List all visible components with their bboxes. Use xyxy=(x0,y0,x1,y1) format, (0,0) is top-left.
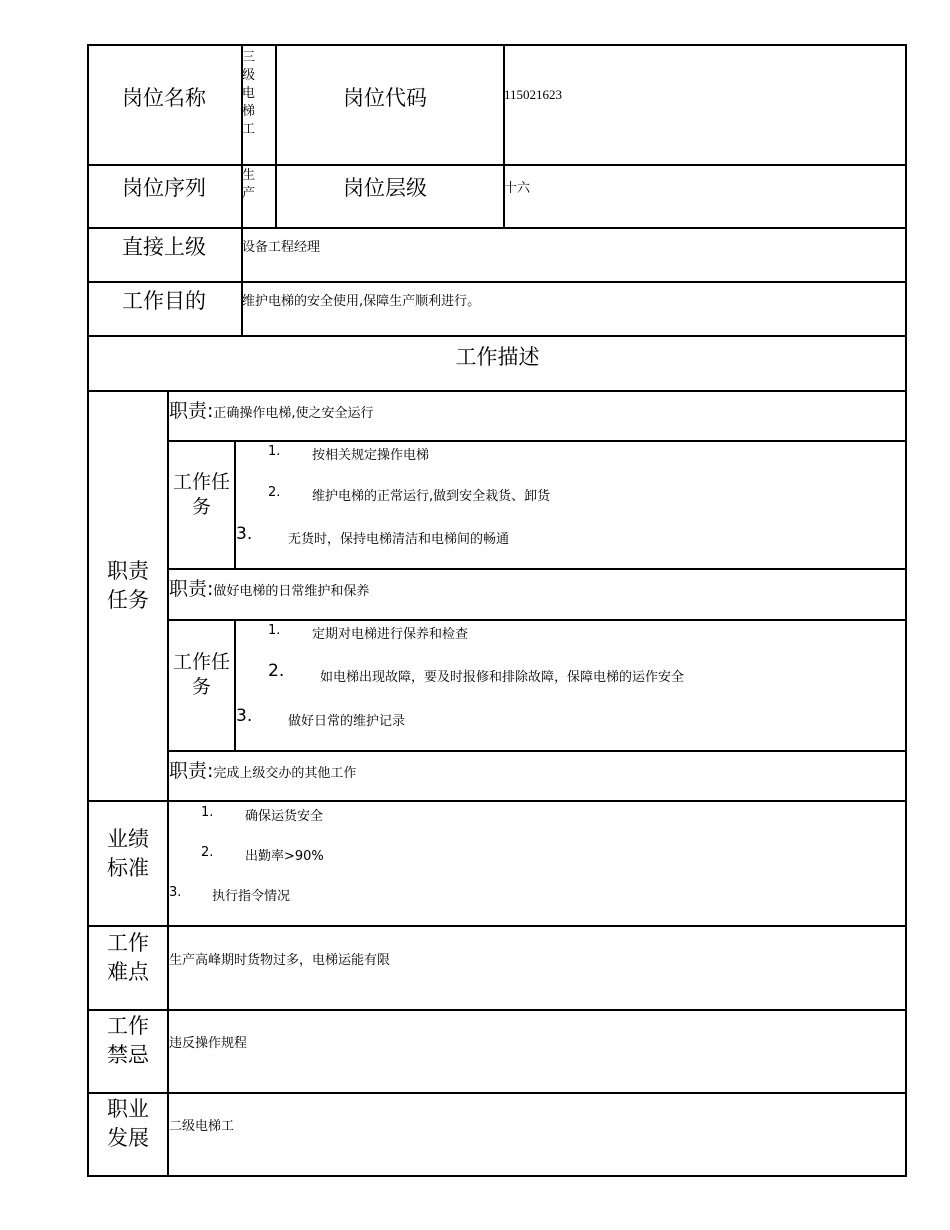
duty-text: 正确操作电梯,使之安全运行 xyxy=(213,406,374,421)
task-label-line2: 务 xyxy=(191,676,211,698)
taboo-value: 违反操作规程 xyxy=(169,1036,248,1051)
post-level-label: 岗位层级 xyxy=(343,176,427,200)
task-item-text: 无货时，保持电梯清洁和电梯间的畅通 xyxy=(288,532,510,547)
task-label xyxy=(168,470,235,520)
purpose-label: 工作目的 xyxy=(122,289,206,313)
duty-row xyxy=(169,396,374,423)
task-item-text: 按相关规定操作电梯 xyxy=(312,448,430,463)
duty-row xyxy=(169,756,356,783)
list-item: 出勤率>90% xyxy=(245,849,324,864)
section-title: 工作描述 xyxy=(455,345,540,369)
task-label-line2: 务 xyxy=(191,496,211,518)
taboo-label-line2: 禁忌 xyxy=(107,1043,149,1067)
post-name-value: 三级电梯工 xyxy=(242,50,256,137)
task-item-text: 如电梯出现故障，要及时报修和排除故障，保障电梯的运作安全 xyxy=(320,670,685,685)
task-label xyxy=(168,650,235,700)
superior-label: 直接上级 xyxy=(122,235,206,259)
performance-label-line2: 标准 xyxy=(107,856,149,880)
purpose-value: 维护电梯的安全使用,保障生产顺利进行。 xyxy=(242,294,481,309)
post-name-label: 岗位名称 xyxy=(122,86,206,110)
duty-row xyxy=(169,574,369,601)
task-item-text: 做好日常的维护记录 xyxy=(288,714,406,729)
difficulty-label xyxy=(88,929,168,987)
taboo-label-line1: 工作 xyxy=(107,1014,149,1038)
duty-task-label-line1: 职责 xyxy=(107,559,149,583)
duty-text: 完成上级交办的其他工作 xyxy=(213,766,357,781)
duty-prefix: 职责: xyxy=(169,400,214,422)
difficulty-value: 生产高峰期时货物过多，电梯运能有限 xyxy=(169,953,391,968)
list-item-num: 2. xyxy=(201,845,214,860)
duty-prefix: 职责: xyxy=(169,578,214,600)
difficulty-label-line1: 工作 xyxy=(107,931,149,955)
duty-task-label xyxy=(88,557,168,615)
post-series-label: 岗位序列 xyxy=(122,176,206,200)
list-item: 执行指令情况 xyxy=(212,889,291,904)
taboo-label xyxy=(88,1012,168,1070)
duty-prefix: 职责: xyxy=(169,760,214,782)
task-item-num: 2. xyxy=(268,661,285,681)
post-code-value: 115021623 xyxy=(504,87,563,102)
career-label xyxy=(88,1095,168,1153)
list-item-num: 1. xyxy=(201,805,214,820)
task-item-text: 定期对电梯进行保养和检查 xyxy=(312,627,469,642)
career-value: 二级电梯工 xyxy=(169,1119,235,1134)
difficulty-label-line2: 难点 xyxy=(107,960,149,984)
superior-value: 设备工程经理 xyxy=(242,240,321,255)
task-item-num: 1. xyxy=(268,444,281,459)
post-series-value: 生产 xyxy=(242,168,256,201)
career-label-line1: 职业 xyxy=(107,1097,149,1121)
post-level-value: 十六 xyxy=(504,181,531,196)
task-label-line1: 工作任 xyxy=(172,651,230,673)
performance-label xyxy=(88,825,168,883)
career-label-line2: 发展 xyxy=(107,1126,149,1150)
duty-task-label-line2: 任务 xyxy=(107,588,149,612)
duty-text: 做好电梯的日常维护和保养 xyxy=(213,584,370,599)
list-item-num: 3. xyxy=(169,885,182,900)
performance-label-line1: 业绩 xyxy=(107,827,149,851)
task-item-num: 2. xyxy=(268,485,281,500)
task-item-num: 3. xyxy=(236,524,253,544)
list-item: 确保运货安全 xyxy=(245,809,324,824)
post-code-label: 岗位代码 xyxy=(343,86,427,110)
task-label-line1: 工作任 xyxy=(172,471,230,493)
task-item-num: 3. xyxy=(236,706,253,726)
task-item-num: 1. xyxy=(268,623,281,638)
task-item-text: 维护电梯的正常运行,做到安全栽货、卸货 xyxy=(312,489,551,504)
